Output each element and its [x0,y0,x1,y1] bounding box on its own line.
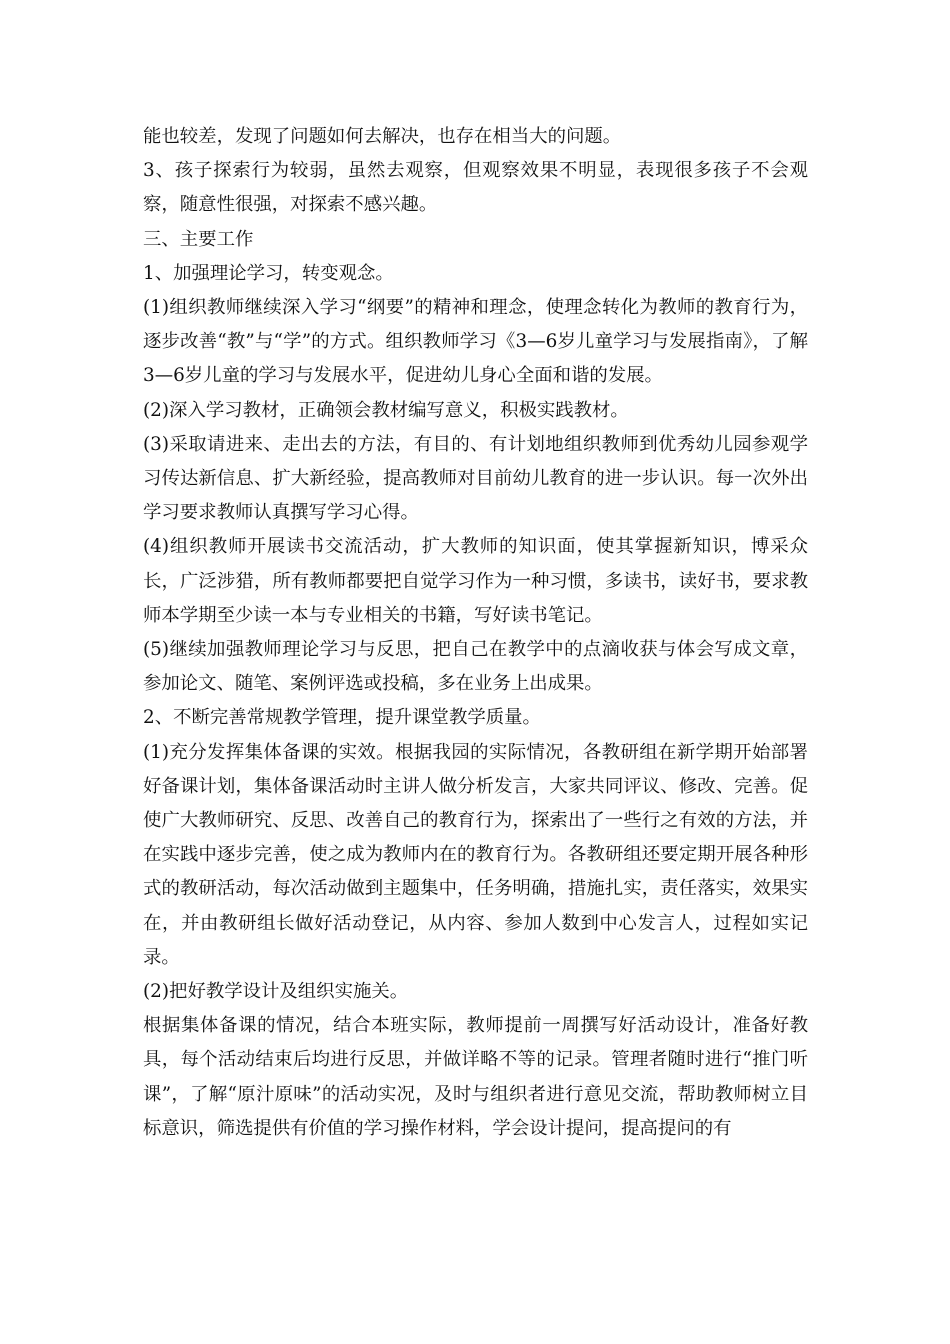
paragraph: (5)继续加强教师理论学习与反思，把自己在教学中的点滴收获与体会写成文章，参加论文、随笔、案例评选或投稿，多在业务上出成果。 [143,639,808,695]
paragraph: (2)深入学习教材，正确领会教材编写意义，积极实践教材。 [143,399,629,421]
paragraph: (2)把好教学设计及组织实施关。 [143,981,409,1003]
paragraph: 能也较差，发现了问题如何去解决，也存在相当大的问题。 [143,126,622,147]
paragraph: (4)组织教师开展读书交流活动，扩大教师的知识面，使其掌握新知识，博采众长，广泛涉猎，所有教师都要把自觉学习作为一种习惯，多读书，读好书，要求教师本学期至少读一本与专业相关的书籍，写好读书笔记。 [143,536,808,626]
paragraph: (1)充分发挥集体备课的实效。根据我园的实际情况，各教研组在新学期开始部署好备课计划，集体备课活动时主讲人做分析发言，大家共同评议、修改、完善。促使广大教师研究、反思、改善自己的教育行为，探索出了一些行之有效的方法，并在实践中逐步完善，使之成为教师内在的教育行为。各教研组还要定期开展各种形式的教研活动，每次活动做到主题集中，任务明确，措施扎实，责任落实，效果实在，并由教研组长做好活动登记，从内容、参加人数到中心发言人，过程如实记录。 [143,741,808,968]
subsection-heading: 1、加强理论学习，转变观念。 [143,262,394,284]
document-body [143,120,808,1146]
paragraph: 3、孩子探索行为较弱，虽然去观察，但观察效果不明显，表现很多孩子不会观察，随意性很强，对探索不感兴趣。 [143,160,808,216]
paragraph: (1)组织教师继续深入学习“纲要”的精神和理念，使理念转化为教师的教育行为，逐步改善“教”与“学”的方式。组织教师学习《3—6岁儿童学习与发展指南》，了解3—6岁儿童的学习与发展水平，促进幼儿身心全面和谐的发展。 [143,297,808,387]
paragraph: 根据集体备课的情况，结合本班实际，教师提前一周撰写好活动设计，准备好教具，每个活动结束后均进行反思，并做详略不等的记录。管理者随时进行“推门听课”，了解“原汁原味”的活动实况，及时与组织者进行意见交流，帮助教师树立目标意识，筛选提供有价值的学习操作材料，学会设计提问，提高提问的有 [143,1015,808,1139]
paragraph: (3)采取请进来、走出去的方法，有目的、有计划地组织教师到优秀幼儿园参观学习传达新信息、扩大新经验，提高教师对目前幼儿教育的进一步认识。每一次外出学习要求教师认真撰写学习心得。 [143,433,808,524]
subsection-heading: 2、不断完善常规教学管理，提升课堂教学质量。 [143,707,541,729]
section-heading: 三、主要工作 [143,228,254,250]
